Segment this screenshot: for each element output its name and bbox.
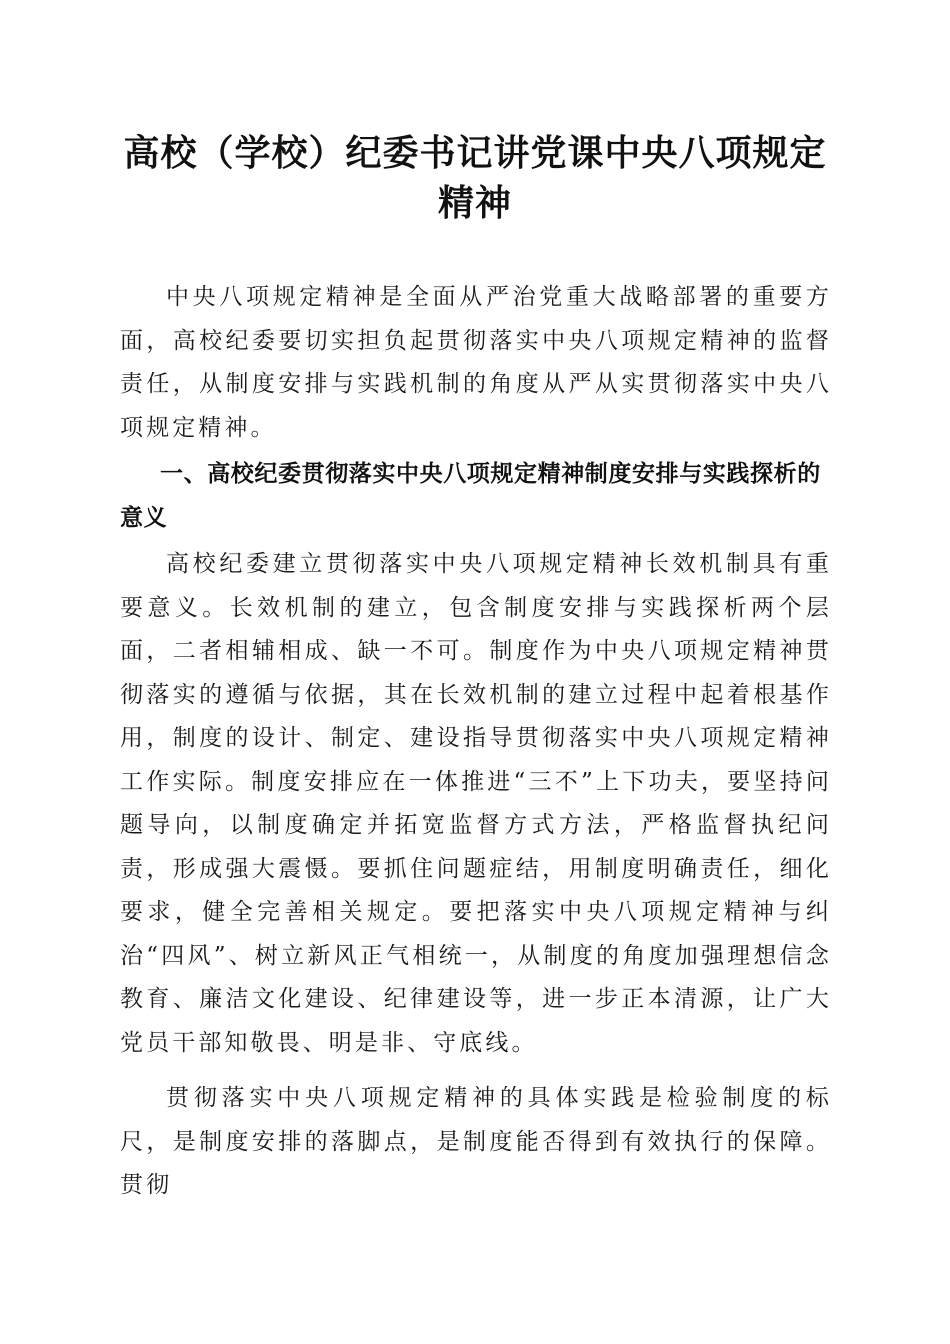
document-title: 高校（学校）纪委书记讲党课中央八项规定精神 xyxy=(123,132,827,224)
body-paragraph: 高校纪委建立贯彻落实中央八项规定精神长效机制具有重要意义。长效机制的建立，包含制度安排与实践探析两个层面，二者相辅相成、缺一不可。制度作为中央八项规定精神贯彻落实的遵循与依据，其在长效机制的建立过程中起着根基作用，制度的设计、制定、建设指导贯彻落实中央八项规定精神工作实际。制度安排应在一体推进“三不”上下功夫，要坚持问题导向，以制度确定并拓宽监督方式方法，严格监督执纪问责，形成强大震慑。要抓住问题症结，用制度明确责任，细化要求，健全完善相关规定。要把落实中央八项规定精神与纠治“四风”、树立新风正气相统一，从制度的角度加强理想信念教育、廉洁文化建设、纪律建设等，进一步正本清源，让广大党员干部知敬畏、明是非、守底线。 xyxy=(120,551,832,1056)
body-paragraph: 贯彻落实中央八项规定精神的具体实践是检验制度的标尺，是制度安排的落脚点，是制度能否得到有效执行的保障。贯彻 xyxy=(120,1085,832,1198)
intro-paragraph: 中央八项规定精神是全面从严治党重大战略部署的重要方面，高校纪委要切实担负起贯彻落实中央八项规定精神的监督责任，从制度安排与实践机制的角度从严从实贯彻落实中央八项规定精神。 xyxy=(120,284,832,441)
section-heading: 一、高校纪委贯彻落实中央八项规定精神制度安排与实践探析的意义 xyxy=(120,461,821,531)
